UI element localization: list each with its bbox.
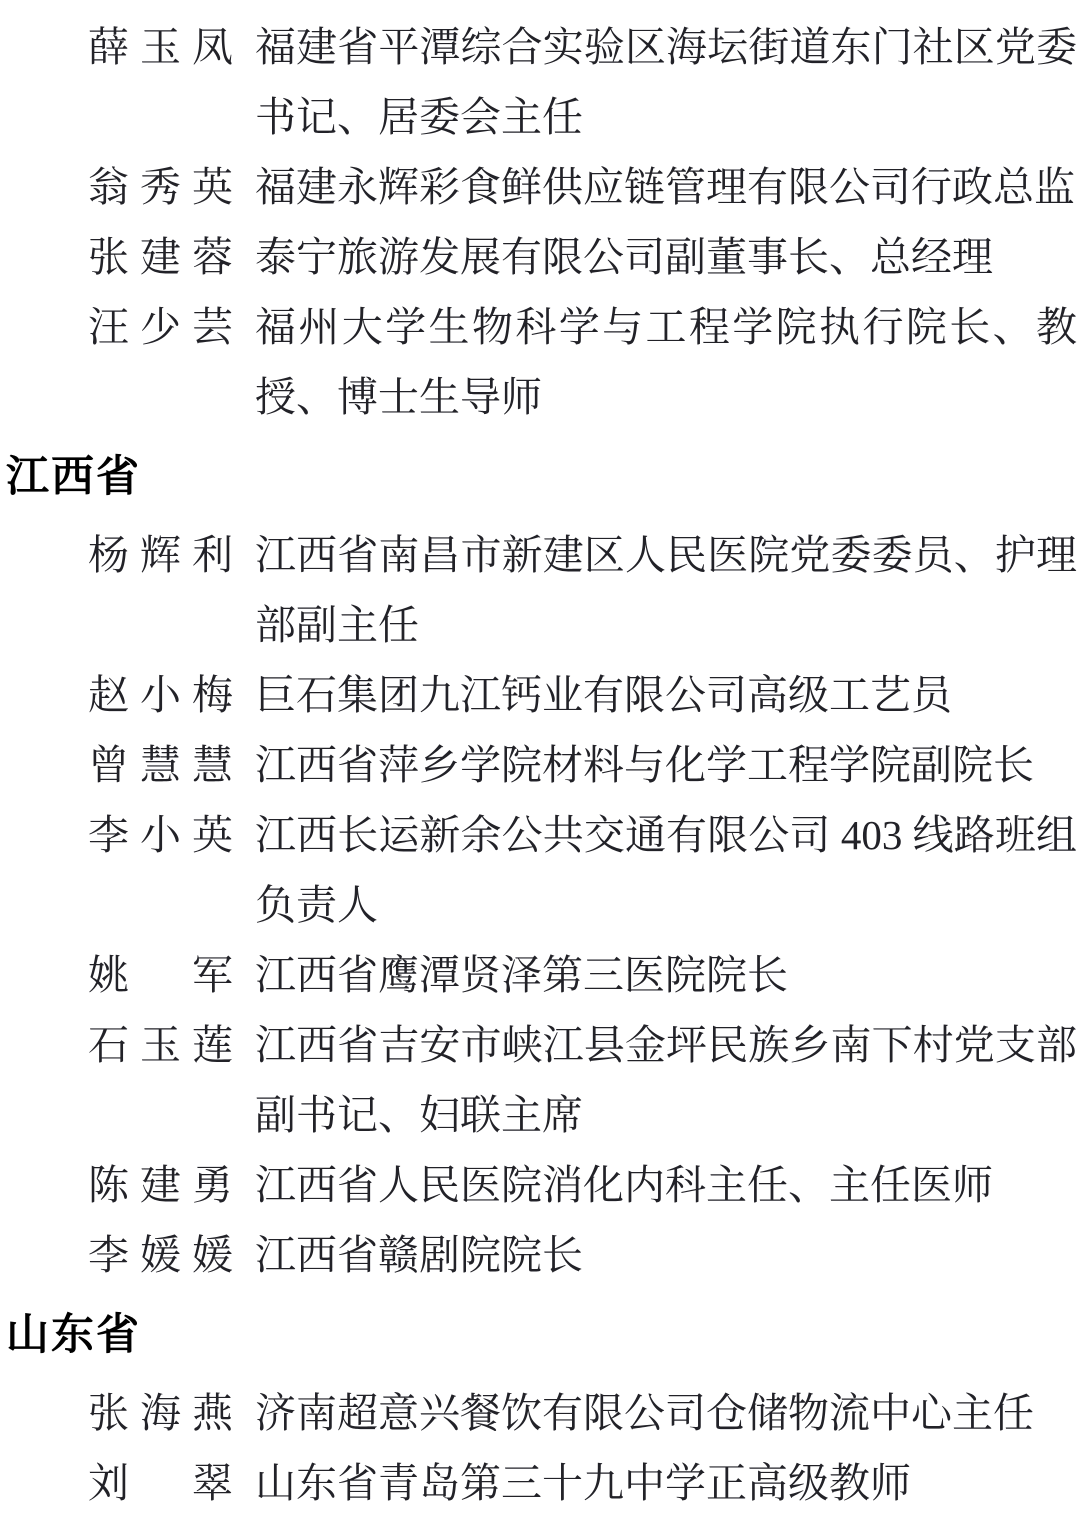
position-line: 福建省平潭综合实验区海坛街道东门社区党委 xyxy=(255,24,1077,70)
list-entry xyxy=(0,292,1080,432)
list-entry xyxy=(0,152,1080,222)
position-line: 副书记、妇联主席 xyxy=(255,1092,583,1138)
province-header: 江西省 xyxy=(6,453,141,501)
position-lines xyxy=(255,730,1077,800)
position-line: 书记、居委会主任 xyxy=(255,94,583,140)
person-name: 姚军 xyxy=(88,952,233,998)
position-line: 济南超意兴餐饮有限公司仓储物流中心主任 xyxy=(255,1390,1034,1436)
position-line: 福州大学生物科学与工程学院执行院长、教 xyxy=(255,304,1077,350)
province-header: 山东省 xyxy=(6,1311,141,1359)
person-name: 曾慧慧 xyxy=(88,742,233,788)
position-line: 江西省鹰潭贤泽第三医院院长 xyxy=(255,952,788,998)
list-entry xyxy=(0,12,1080,152)
person-name: 赵小梅 xyxy=(88,672,233,718)
position-line: 江西省人民医院消化内科主任、主任医师 xyxy=(255,1162,993,1208)
position-lines xyxy=(255,222,1077,292)
list-entry xyxy=(0,1378,1080,1448)
position-lines xyxy=(255,800,1077,940)
position-line: 山东省青岛第三十九中学正高级教师 xyxy=(255,1460,911,1506)
position-line: 江西省赣剧院院长 xyxy=(255,1232,583,1278)
position-line: 福建永辉彩食鲜供应链管理有限公司行政总监 xyxy=(255,164,1075,210)
position-lines xyxy=(255,1220,1077,1290)
position-line: 江西省萍乡学院材料与化学工程学院副院长 xyxy=(255,742,1034,788)
position-line: 江西长运新余公共交通有限公司 403 线路班组 xyxy=(255,812,1077,858)
position-lines xyxy=(255,292,1077,432)
person-name: 陈建勇 xyxy=(88,1162,233,1208)
person-name: 翁秀英 xyxy=(88,164,233,210)
position-lines xyxy=(255,12,1077,152)
position-lines xyxy=(255,1150,1077,1220)
position-lines xyxy=(255,152,1077,222)
person-name: 李小英 xyxy=(88,812,233,858)
position-lines xyxy=(255,1448,1077,1518)
list-entry xyxy=(0,1220,1080,1290)
position-lines xyxy=(255,940,1077,1010)
position-lines xyxy=(255,660,1077,730)
position-lines xyxy=(255,1378,1077,1448)
list-entry xyxy=(0,1010,1080,1150)
list-entry xyxy=(0,1448,1080,1518)
list-entry xyxy=(0,730,1080,800)
list-entry xyxy=(0,940,1080,1010)
person-name: 刘翠 xyxy=(88,1460,233,1506)
person-name: 李媛媛 xyxy=(88,1232,233,1278)
position-lines xyxy=(255,520,1077,660)
person-name: 石玉莲 xyxy=(88,1022,233,1068)
person-name: 张建蓉 xyxy=(88,234,233,280)
list-entry xyxy=(0,520,1080,660)
position-line: 负责人 xyxy=(255,882,378,928)
list-entry xyxy=(0,660,1080,730)
position-line: 泰宁旅游发展有限公司副董事长、总经理 xyxy=(255,234,993,280)
position-line: 部副主任 xyxy=(255,602,419,648)
list-entry xyxy=(0,800,1080,940)
list-entry xyxy=(0,222,1080,292)
position-line: 江西省南昌市新建区人民医院党委委员、护理 xyxy=(255,532,1077,578)
person-name: 薛玉凤 xyxy=(88,24,233,70)
position-line: 授、博士生导师 xyxy=(255,374,542,420)
person-name: 汪少芸 xyxy=(88,304,233,350)
list-entry xyxy=(0,1150,1080,1220)
position-line: 江西省吉安市峡江县金坪民族乡南下村党支部 xyxy=(255,1022,1077,1068)
person-name: 张海燕 xyxy=(88,1390,233,1436)
position-lines xyxy=(255,1010,1077,1150)
position-line: 巨石集团九江钙业有限公司高级工艺员 xyxy=(255,672,952,718)
person-name: 杨辉利 xyxy=(88,532,233,578)
